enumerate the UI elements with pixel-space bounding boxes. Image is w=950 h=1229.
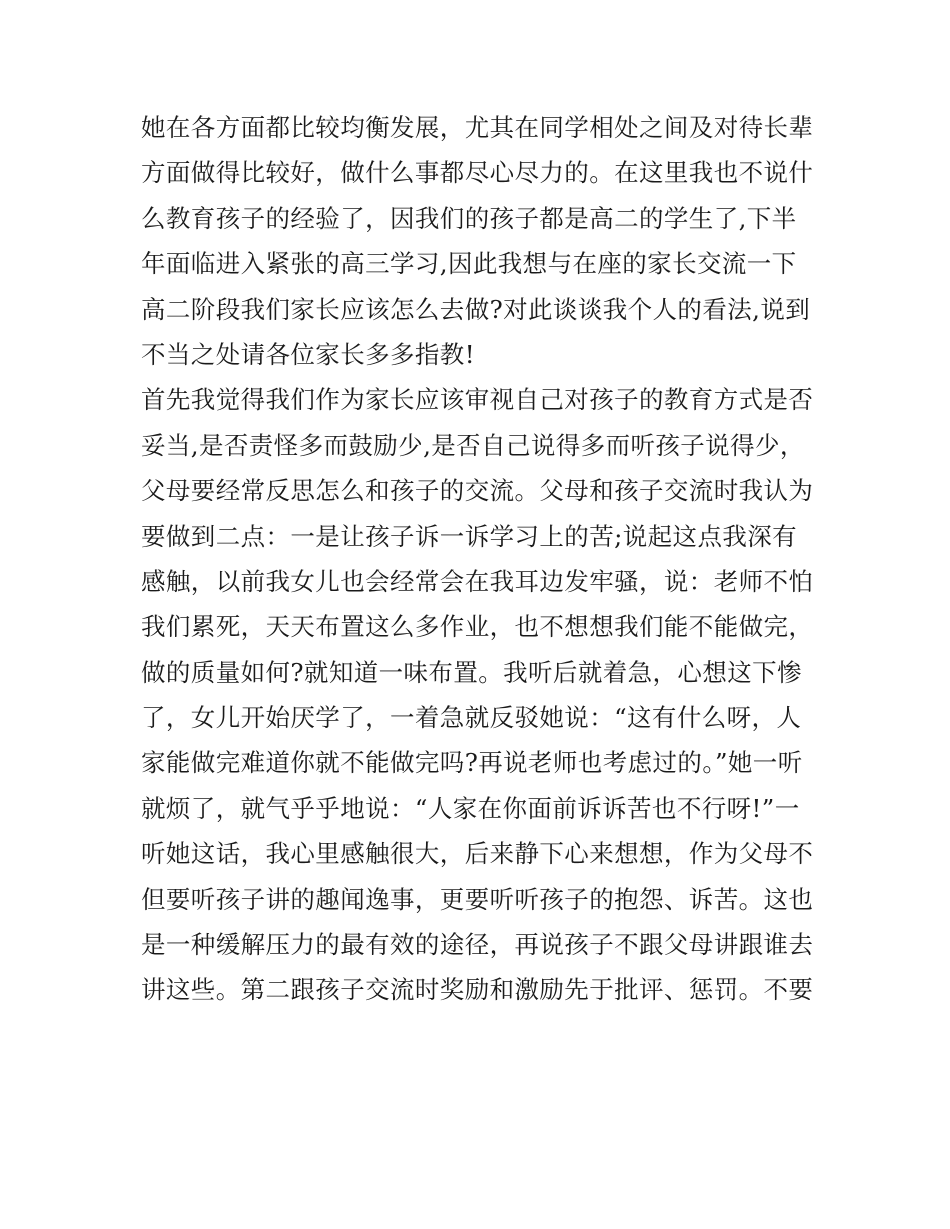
text-line-10: 要做到二点：一是让孩子诉一诉学习上的苦;说起这点我深有 <box>141 521 798 551</box>
text-line-12: 我们累死，天天布置这么多作业，也不想想我们能不能做完， <box>141 612 814 642</box>
text-line-14: 了，女儿开始厌学了，一着急就反驳她说：“这有什么呀，人 <box>141 703 802 733</box>
text-line-11: 感触，以前我女儿也会经常会在我耳边发牢骚，说：老师不怕 <box>141 566 814 596</box>
text-line-20: 讲这些。第二跟孩子交流时奖励和激励先于批评、惩罚。不要 <box>141 975 814 1005</box>
text-line-7: 首先我觉得我们作为家长应该审视自己对孩子的教育方式是否 <box>141 385 814 415</box>
text-line-2: 方面做得比较好，做什么事都尽心尽力的。在这里我也不说什 <box>141 158 814 188</box>
text-line-4: 年面临进入紧张的高三学习,因此我想与在座的家长交流一下 <box>141 249 797 279</box>
text-line-6: 不当之处请各位家长多多指教! <box>141 339 475 369</box>
text-line-16: 就烦了，就气乎乎地说：“人家在你面前诉诉苦也不行呀!”一 <box>141 793 800 823</box>
text-line-13: 做的质量如何?就知道一味布置。我听后就着急，心想这下惨 <box>141 657 802 687</box>
text-line-15: 家能做完难道你就不能做完吗?再说老师也考虑过的。”她一听 <box>141 748 803 778</box>
text-line-3: 么教育孩子的经验了，因我们的孩子都是高二的学生了,下半 <box>141 203 797 233</box>
text-line-9: 父母要经常反思怎么和孩子的交流。父母和孩子交流时我认为 <box>141 476 814 506</box>
text-line-1: 她在各方面都比较均衡发展，尤其在同学相处之间及对待长辈 <box>141 113 814 142</box>
text-line-18: 但要听孩子讲的趣闻逸事，更要听听孩子的抱怨、诉苦。这也 <box>141 884 814 914</box>
body-text <box>141 105 821 1013</box>
text-line-5: 高二阶段我们家长应该怎么去做?对此谈谈我个人的看法,说到 <box>141 294 811 324</box>
text-line-17: 听她这话，我心里感触很大，后来静下心来想想，作为父母不 <box>141 839 814 869</box>
text-line-19: 是一种缓解压力的最有效的途径，再说孩子不跟父母讲跟谁去 <box>141 930 814 960</box>
text-line-8: 妥当,是否责怪多而鼓励少,是否自己说得多而听孩子说得少， <box>141 430 805 460</box>
